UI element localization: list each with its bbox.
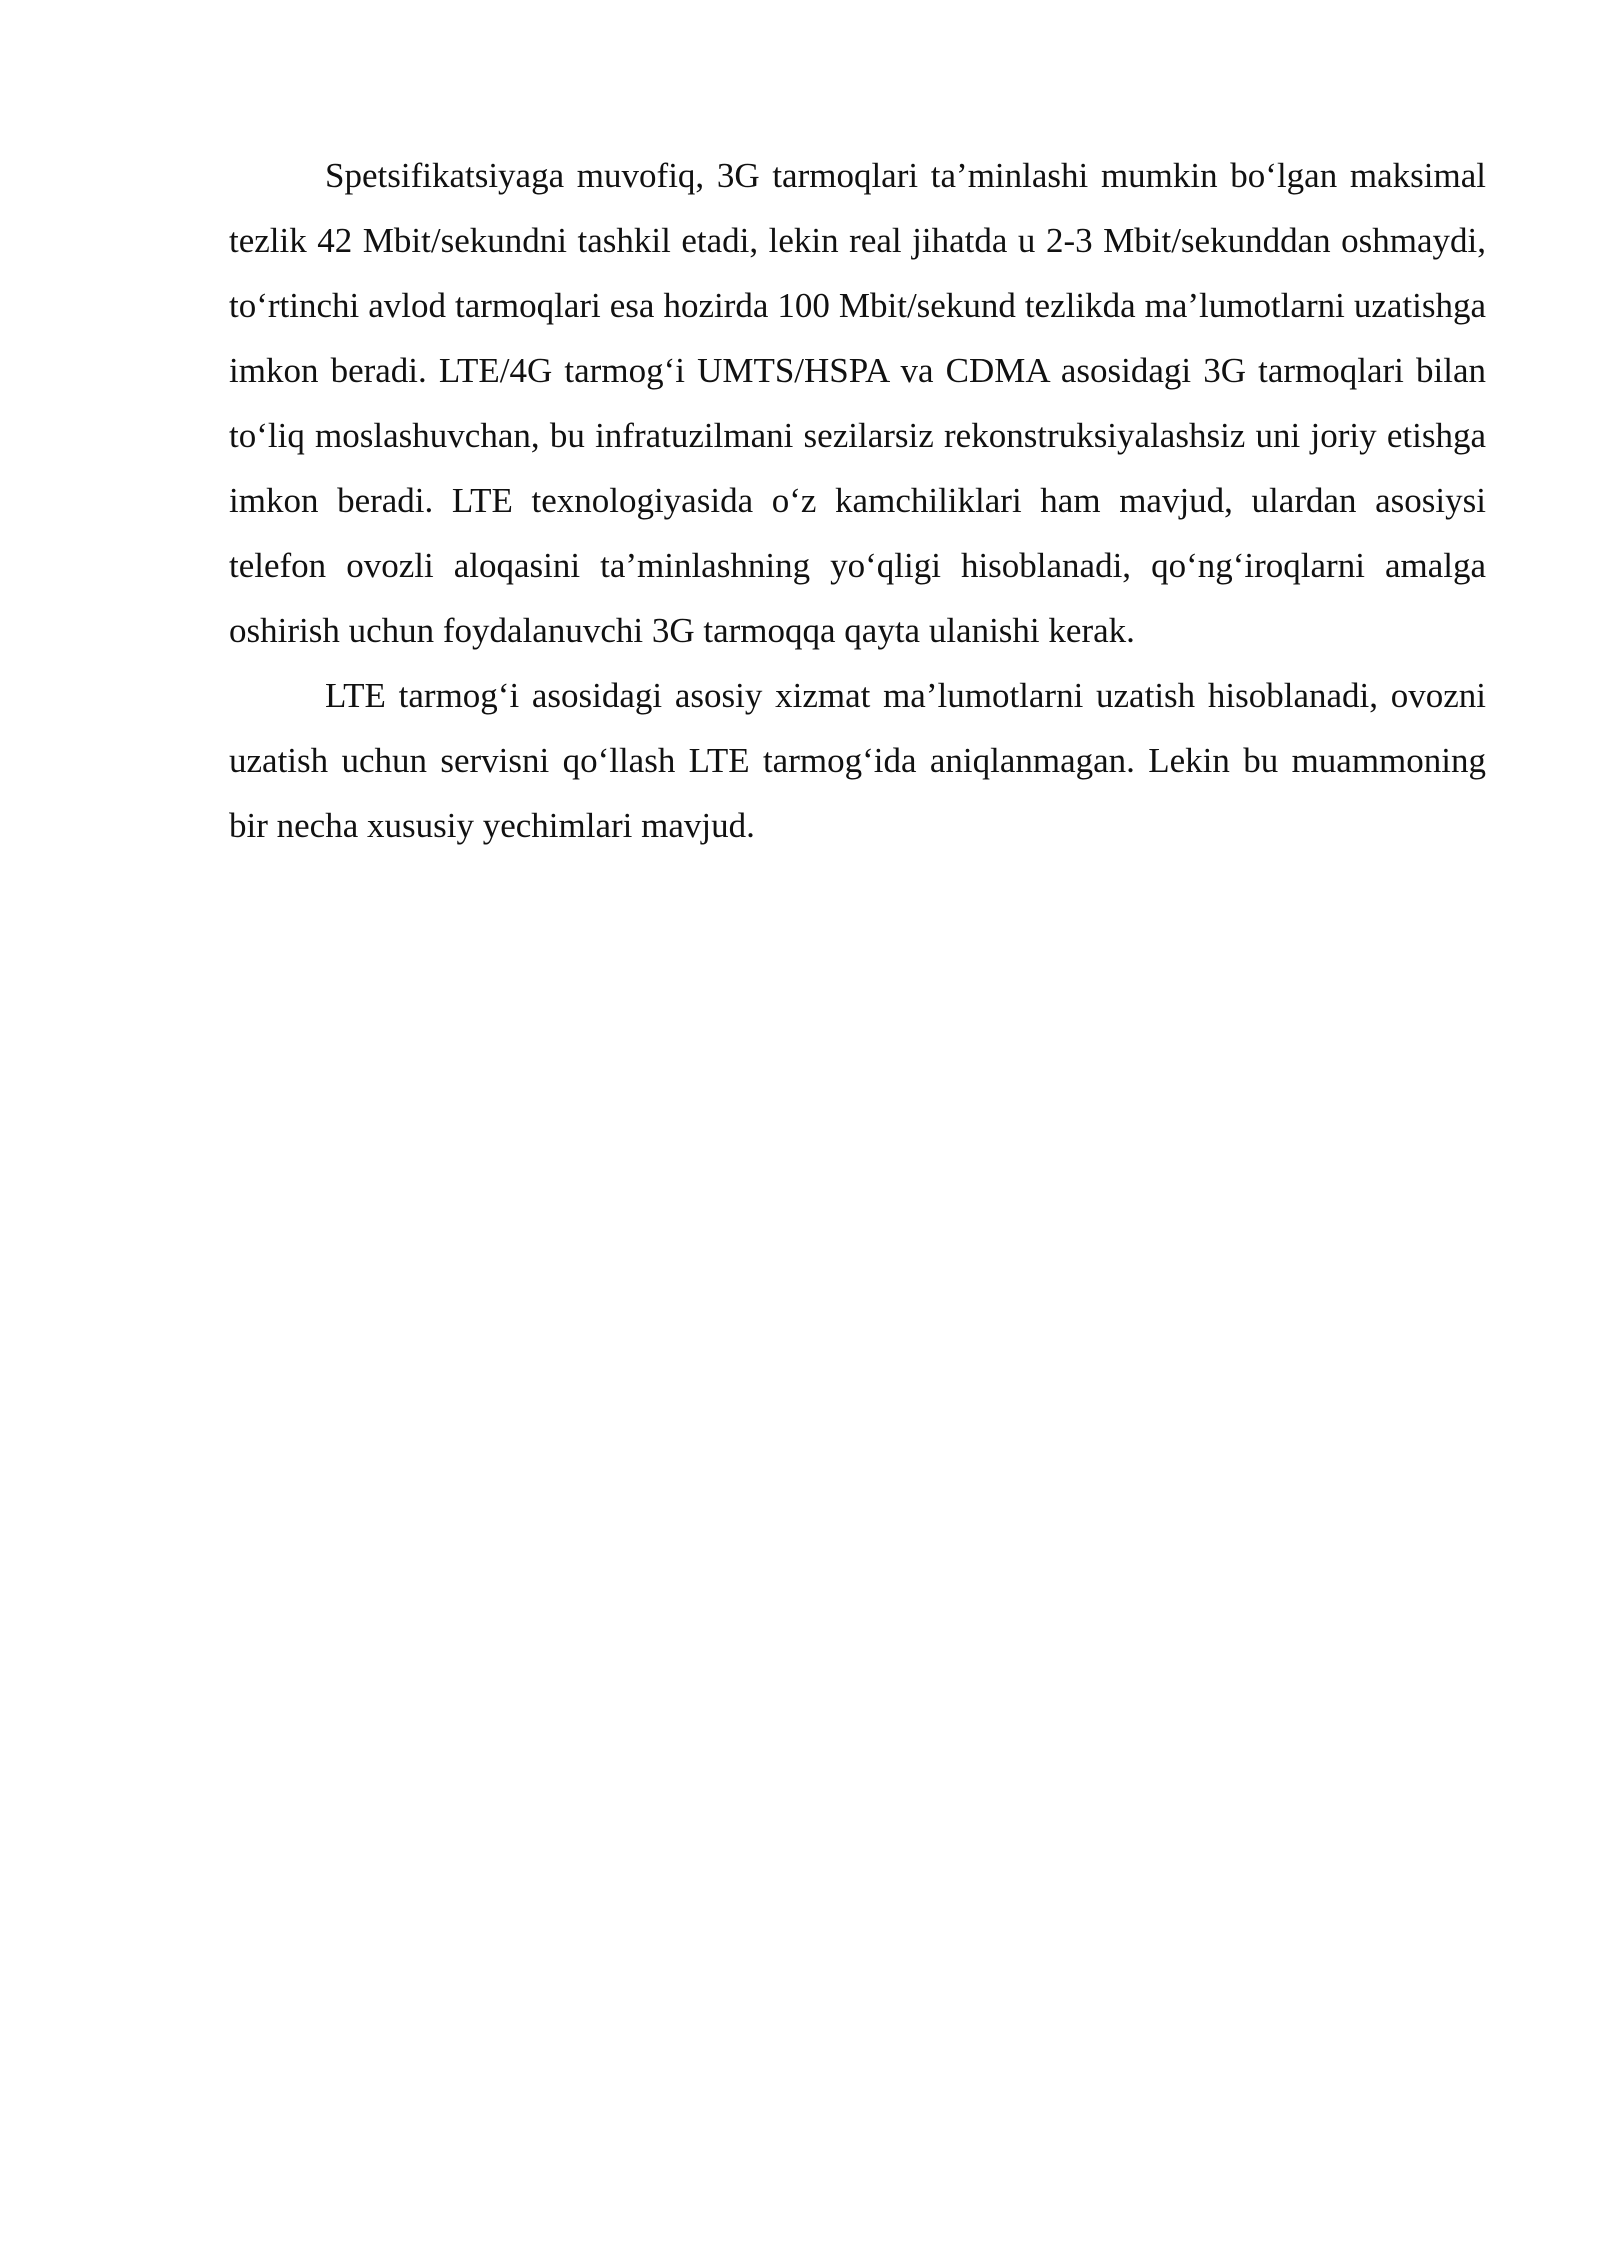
- paragraph-2: LTE tarmog‘i asosidagi asosiy xizmat ma’lumotlarni uzatish hisoblanadi, ovozni uzatish uchun servisni qo‘llash LTE tarmog‘ida aniqlanmagan. Lekin bu muammoning bir necha xususiy yechimlari mavjud.: [229, 676, 1486, 845]
- paragraph-1: Spetsifikatsiyaga muvofiq, 3G tarmoqlari ta’minlashi mumkin bo‘lgan maksimal tezlik 42 Mbit/sekundni tashkil etadi, lekin real jihatda u 2-3 Mbit/sekunddan oshmaydi, to‘rtinchi avlod tarmoqlari esa hozirda 100 Mbit/sekund tezlikda ma’lumotlarni uzatishga imkon beradi. LTE/4G tarmog‘i UMTS/HSPA va CDMA asosidagi 3G tarmoqlari bilan to‘liq moslashuvchan, bu infratuzilmani sezilarsiz rekonstruksiyalashsiz uni joriy etishga imkon beradi. LTE texnologiyasida o‘z kamchiliklari ham mavjud, ulardan asosiysi telefon ovozli aloqasini ta’minlashning yo‘qligi hisoblanadi, qo‘ng‘iroqlarni amalga oshirish uchun foydalanuvchi 3G tarmoqqa qayta ulanishi kerak.: [229, 156, 1486, 650]
- document-body: [229, 143, 1486, 858]
